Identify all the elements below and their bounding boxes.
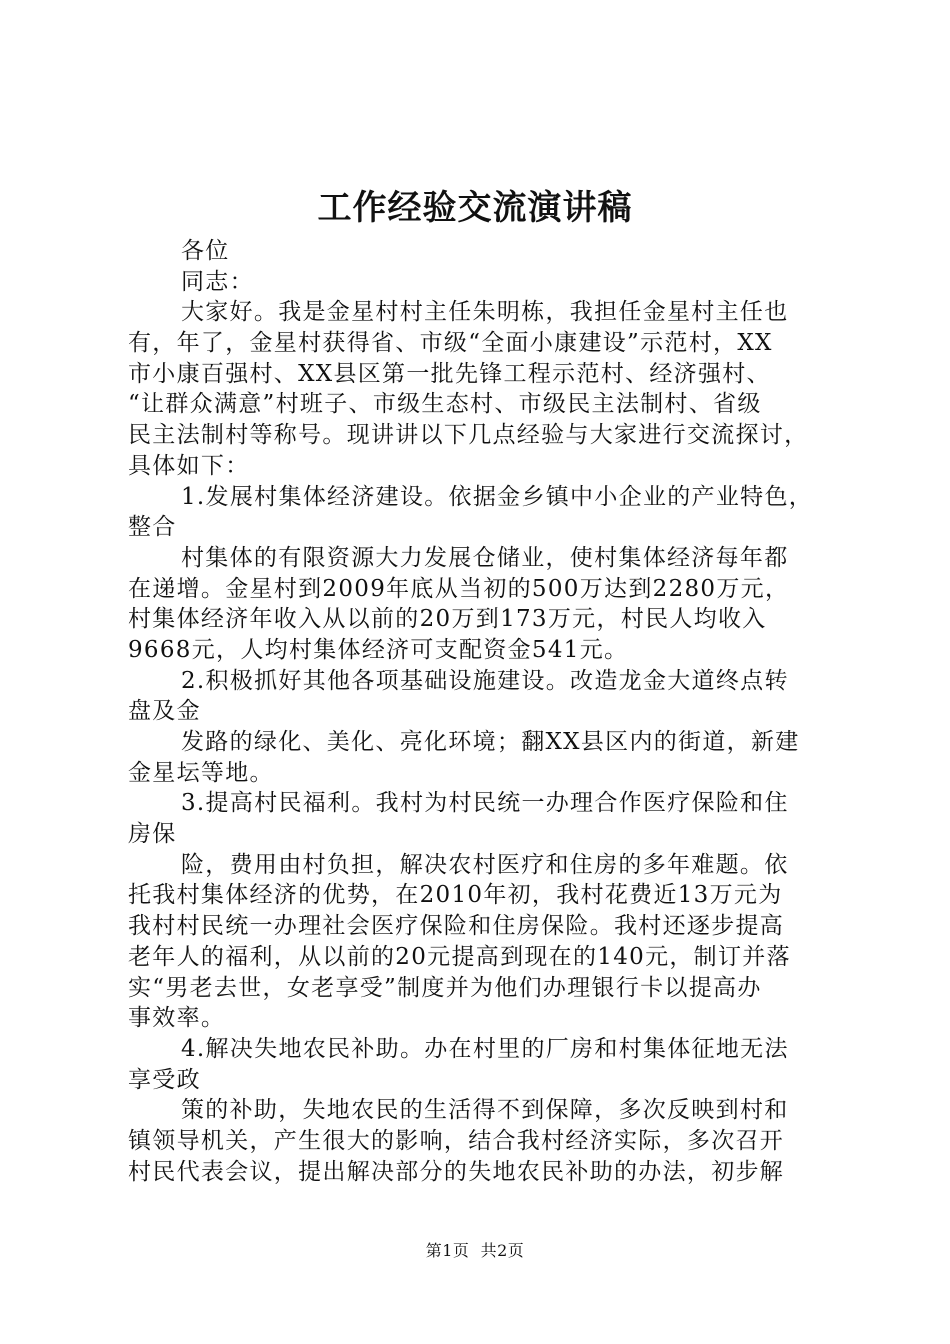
body-line: 险，费用由村负担，解决农村医疗和住房的多年难题。依 xyxy=(181,851,789,878)
page-footer xyxy=(0,1240,950,1262)
body-line: 策的补助，失地农民的生活得不到保障，多次反映到村和 xyxy=(181,1097,789,1124)
body-line: 托我村集体经济的优势，在2010年初，我村花费近13万元为 xyxy=(128,882,783,909)
body-line: 有，年了，金星村获得省、市级“全面小康建设”示范村，XX xyxy=(128,330,773,357)
body-line: 同志： xyxy=(181,268,254,295)
document-title: 工作经验交流演讲稿 xyxy=(317,188,633,228)
body-line: 2.积极抓好其他各项基础设施建设。改造龙金大道终点转 xyxy=(181,667,789,694)
body-line: 3.提高村民福利。我村为村民统一办理合作医疗保险和住 xyxy=(181,790,789,817)
body-line: 9668元，人均村集体经济可支配资金541元。 xyxy=(128,636,629,663)
body-line: 各位 xyxy=(181,238,230,264)
body-line: 大家好。我是金星村村主任朱明栋，我担任金星村主任也 xyxy=(181,299,789,326)
body-line: 村集体的有限资源大力发展仓储业，使村集体经济每年都 xyxy=(181,544,789,571)
body-line: “让群众满意”村班子、市级生态村、市级民主法制村、省级 xyxy=(128,391,762,418)
body-line: 老年人的福利，从以前的20元提高到现在的140元，制订并落 xyxy=(128,943,791,970)
body-line: 镇领导机关，产生很大的影响，结合我村经济实际，多次召开 xyxy=(128,1127,785,1154)
body-line: 事效率。 xyxy=(128,1005,226,1032)
body-line: 房保 xyxy=(128,821,177,848)
page-number-total: 共2页 xyxy=(480,1241,525,1260)
document-body xyxy=(128,236,834,1187)
body-line: 4.解决失地农民补助。办在村里的厂房和村集体征地无法 xyxy=(181,1035,789,1062)
body-line: 村集体经济年收入从以前的20万到173万元，村民人均收入 xyxy=(128,606,767,633)
body-line: 实“男老去世，女老享受”制度并为他们办理银行卡以提高办 xyxy=(128,974,762,1001)
body-line: 发路的绿化、美化、亮化环境；翻XX县区内的街道，新建 xyxy=(181,729,800,755)
body-line: 我村村民统一办理社会医疗保险和住房保险。我村还逐步提高 xyxy=(128,913,785,940)
body-line: 民主法制村等称号。现讲讲以下几点经验与大家进行交流探讨， xyxy=(128,422,809,449)
page-number-current: 第1页 xyxy=(425,1241,470,1260)
footer-spacer xyxy=(469,1241,480,1260)
body-line: 在递增。金星村到2009年底从当初的500万达到2280万元， xyxy=(128,575,790,602)
body-line: 1.发展村集体经济建设。依据金乡镇中小企业的产业特色， xyxy=(181,483,814,510)
body-line: 具体如下： xyxy=(128,452,250,479)
body-line: 市小康百强村、XX县区第一批先锋工程示范村、经济强村、 xyxy=(128,360,771,387)
body-line: 整合 xyxy=(128,514,177,541)
body-line: 村民代表会议，提出解决部分的失地农民补助的办法，初步解 xyxy=(128,1158,785,1185)
body-line: 金星坛等地。 xyxy=(128,759,274,786)
body-line: 享受政 xyxy=(128,1066,201,1093)
body-line: 盘及金 xyxy=(128,698,201,725)
